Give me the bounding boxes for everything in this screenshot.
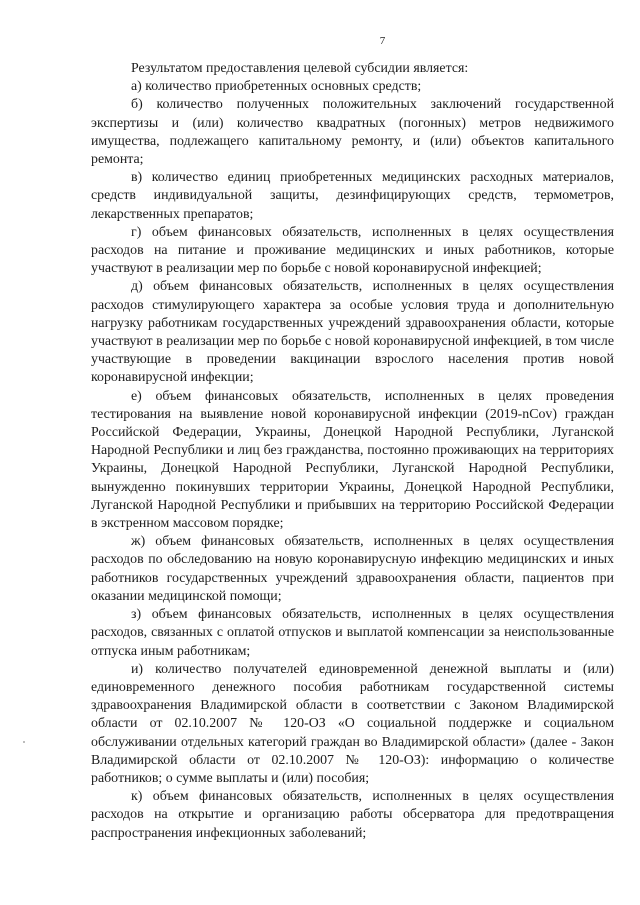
paragraph-i: и) количество получателей единовременной денежной выплаты и (или) единовременного денежного пособия работникам государственной системы здравоохранения Владимирской области в соответствии с Законом Владимирской области от 02.10.2007 № 120-ОЗ «О социальной поддержке и социальном обслуживании отдельных категорий граждан во Владимирской области» (далее - Закон Владимирской области от 02.10.2007 № 120-ОЗ): информацию о количестве работников; о сумме выплаты и (или) пособия; — [91, 661, 614, 786]
scan-speck — [23, 741, 25, 743]
paragraph-intro: Результатом предоставления целевой субсидии является: — [131, 61, 469, 76]
paragraph-k: к) объем финансовых обязательств, исполненных в целях осуществления расходов на открытие и организацию работы обсерватора для предотвращения распространения инфекционных заболеваний; — [91, 789, 614, 841]
paragraph-e: е) объем финансовых обязательств, исполненных в целях проведения тестирования на выявление новой коронавирусной инфекции (2019-nCov) граждан Российской Федерации, Украины, Донецкой Народной Республики, Луганской Народной Республики и лиц без гражданства, постоянно проживающих на территориях Украины, Донецкой Народной Республики, Луганской Народной Республики, вынужденно покинувших территории Украины, Донецкой Народной Республики, Луганской Народной Республики и прибывших на территорию Российской Федерации в экстренном массовом порядке; — [91, 388, 614, 532]
page-number: 7 — [379, 35, 386, 47]
paragraph-zh: ж) объем финансовых обязательств, исполненных в целях осуществления расходов по обследованию на новую коронавирусную инфекцию медицинских и иных работников государственных учреждений здравоохранения области, пациентов при оказании медицинской помощи; — [91, 534, 614, 604]
paragraph-a: а) количество приобретенных основных средств; — [131, 79, 422, 95]
paragraph-g: г) объем финансовых обязательств, исполненных в целях осуществления расходов на питание и проживание медицинских и иных работников, которые участвуют в реализации мер по борьбе с новой коронавирусной инфекцией; — [91, 224, 614, 277]
paragraph-b: б) количество полученных положительных заключений государственной экспертизы и (или) количество квадратных (погонных) метров недвижимого имущества, подлежащего капитальному ремонту, и (или) объектов капитального ремонта; — [91, 97, 614, 168]
paragraph-v: в) количество единиц приобретенных медицинских расходных материалов, средств индивидуальной защиты, дезинфицирующих средств, термометров, лекарственных препаратов; — [91, 170, 614, 222]
paragraph-z: з) объем финансовых обязательств, исполненных в целях осуществления расходов, связанных с оплатой отпусков и выплатой компенсации за неиспользованные отпуска иным работникам; — [91, 607, 614, 659]
paragraph-d: д) объем финансовых обязательств, исполненных в целях осуществления расходов стимулирующего характера за особые условия труда и дополнительную нагрузку работникам государственных учреждений здравоохранения области, которые участвуют в реализации мер по борьбе с новой коронавирусной инфекцией, в том числе участвующие в проведении вакцинации взрослого населения против новой коронавирусной инфекции; — [91, 279, 614, 386]
